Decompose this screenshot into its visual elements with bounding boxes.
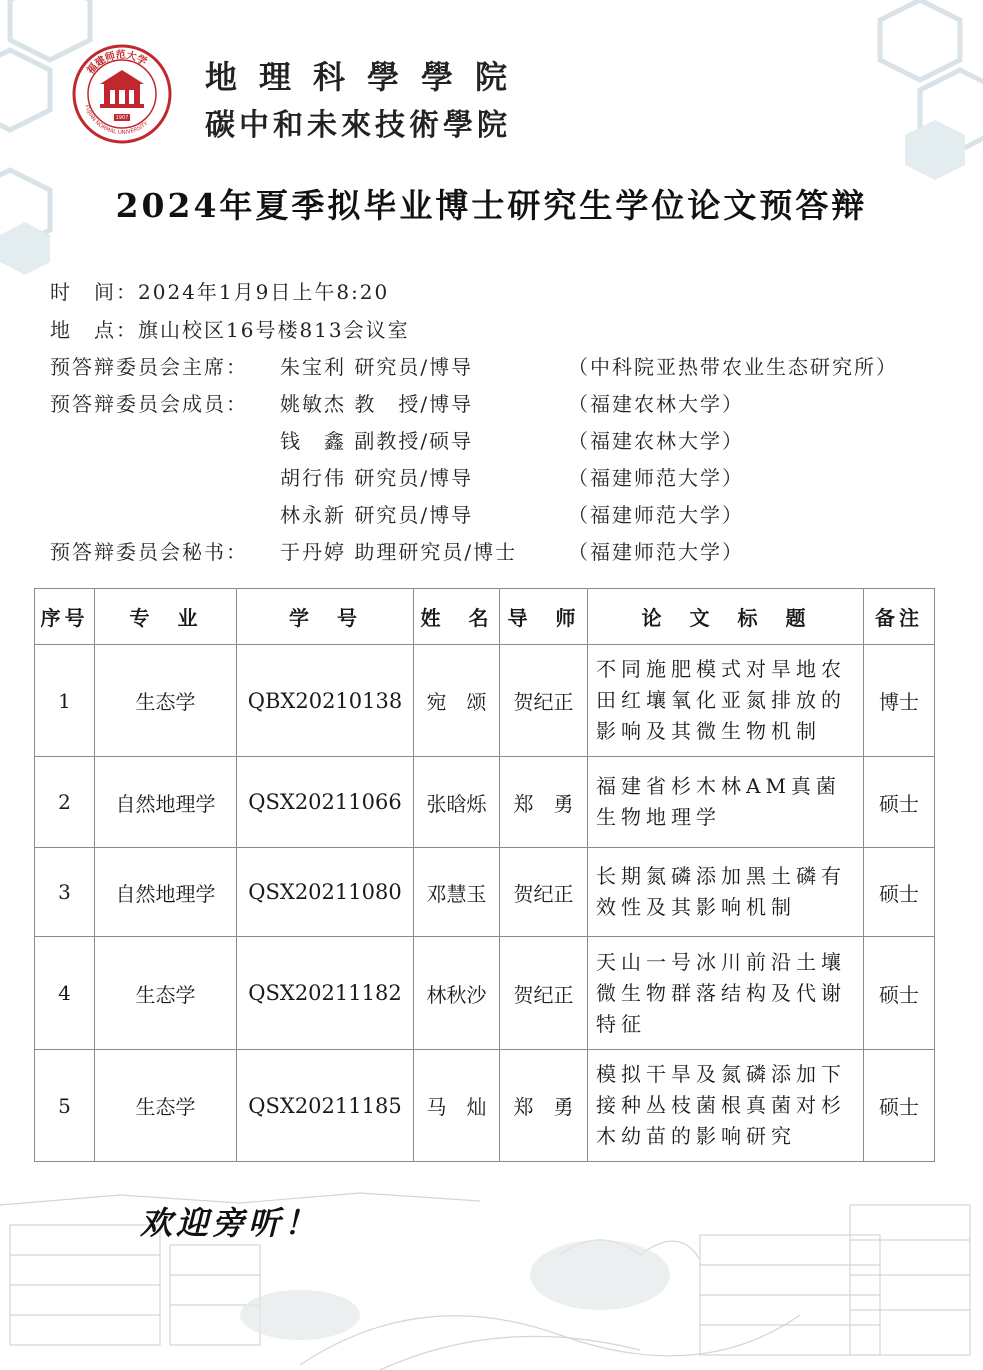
major-cell: 生态学	[95, 645, 237, 757]
table-row	[35, 1050, 935, 1162]
student-id-cell: QSX20211182	[237, 937, 414, 1050]
degree-note-cell: 硕士	[864, 848, 935, 937]
table-row	[35, 757, 935, 848]
secretary-org: （福建师范大学）	[568, 540, 744, 564]
defense-schedule-table	[34, 588, 935, 1162]
advisor-cell: 贺纪正	[500, 937, 588, 1050]
seal-chinese-text: 福建师范大学	[85, 49, 149, 77]
degree-note-cell: 硕士	[864, 1050, 935, 1162]
secretary-label: 预答辩委员会秘书：	[50, 540, 248, 564]
advisor-cell: 郑 勇	[500, 1050, 588, 1162]
major-cell: 自然地理学	[95, 757, 237, 848]
member-org: （福建农林大学）	[568, 392, 744, 416]
student-name-cell: 马 灿	[414, 1050, 500, 1162]
major-cell: 生态学	[95, 937, 237, 1050]
secretary-name: 于丹婷 助理研究员/博士	[280, 540, 518, 564]
row-number: 2	[35, 757, 95, 848]
header-cell: 专 业	[95, 589, 237, 645]
member-org: （福建师范大学）	[568, 503, 744, 527]
header-cell: 序号	[35, 589, 95, 645]
campus-sketch-illustration	[0, 1165, 983, 1370]
member-org: （福建师范大学）	[568, 466, 744, 490]
university-seal-logo	[72, 44, 172, 144]
member-name: 胡行伟 研究员/博导	[280, 466, 474, 490]
member-name: 林永新 研究员/博导	[280, 503, 474, 527]
degree-note-cell: 硕士	[864, 937, 935, 1050]
table-row	[35, 848, 935, 937]
header-cell: 导 师	[500, 589, 588, 645]
chair-label: 预答辩委员会主席：	[50, 355, 248, 379]
student-id-cell: QSX20211066	[237, 757, 414, 848]
members-label: 预答辩委员会成员：	[50, 392, 248, 416]
institute-name-1: 地理科學學院	[205, 58, 530, 96]
member-org: （福建农林大学）	[568, 429, 744, 453]
row-number: 3	[35, 848, 95, 937]
welcome-text: 欢迎旁听！	[140, 1204, 321, 1242]
table-header-row	[35, 589, 935, 645]
student-name-cell: 林秋沙	[414, 937, 500, 1050]
advisor-cell: 郑 勇	[500, 757, 588, 848]
institute-name-2: 碳中和未來技術學院	[205, 108, 511, 143]
chair-name: 朱宝利 研究员/博导	[280, 355, 474, 379]
thesis-title-cell: 模拟干旱及氮磷添加下接种丛枝菌根真菌对杉木幼苗的影响研究	[588, 1050, 864, 1162]
chair-org: （中科院亚热带农业生态研究所）	[568, 355, 898, 379]
header-cell: 论 文 标 题	[588, 589, 864, 645]
student-name-cell: 邓慧玉	[414, 848, 500, 937]
page-title: 2024年夏季拟毕业博士研究生学位论文预答辩	[115, 186, 868, 225]
row-number: 5	[35, 1050, 95, 1162]
member-name: 姚敏杰 教 授/博导	[280, 392, 474, 416]
thesis-title-cell: 天山一号冰川前沿土壤微生物群落结构及代谢特征	[588, 937, 864, 1050]
student-name-cell: 宛 颂	[414, 645, 500, 757]
advisor-cell: 贺纪正	[500, 848, 588, 937]
thesis-title-cell: 福建省杉木林AM真菌生物地理学	[588, 757, 864, 848]
table-row	[35, 645, 935, 757]
place-value: 旗山校区16号楼813会议室	[138, 318, 410, 342]
student-id-cell: QSX20211080	[237, 848, 414, 937]
student-id-cell: QBX20210138	[237, 645, 414, 757]
time-label: 时 间：	[50, 280, 138, 304]
seal-year: 1907	[115, 115, 129, 121]
header-cell: 学 号	[237, 589, 414, 645]
seal-english-text: FUJIAN NORMAL UNIVERSITY	[83, 104, 150, 137]
table-row	[35, 937, 935, 1050]
time-value: 2024年1月9日上午8:20	[138, 280, 390, 304]
degree-note-cell: 硕士	[864, 757, 935, 848]
student-name-cell: 张晗烁	[414, 757, 500, 848]
member-name: 钱 鑫 副教授/硕导	[280, 429, 474, 453]
degree-note-cell: 博士	[864, 645, 935, 757]
header-cell: 姓 名	[414, 589, 500, 645]
thesis-title-cell: 不同施肥模式对旱地农田红壤氧化亚氮排放的影响及其微生物机制	[588, 645, 864, 757]
student-id-cell: QSX20211185	[237, 1050, 414, 1162]
place-label: 地 点：	[50, 318, 138, 342]
major-cell: 自然地理学	[95, 848, 237, 937]
row-number: 4	[35, 937, 95, 1050]
major-cell: 生态学	[95, 1050, 237, 1162]
advisor-cell: 贺纪正	[500, 645, 588, 757]
header-cell: 备注	[864, 589, 935, 645]
thesis-title-cell: 长期氮磷添加黑土磷有效性及其影响机制	[588, 848, 864, 937]
row-number: 1	[35, 645, 95, 757]
